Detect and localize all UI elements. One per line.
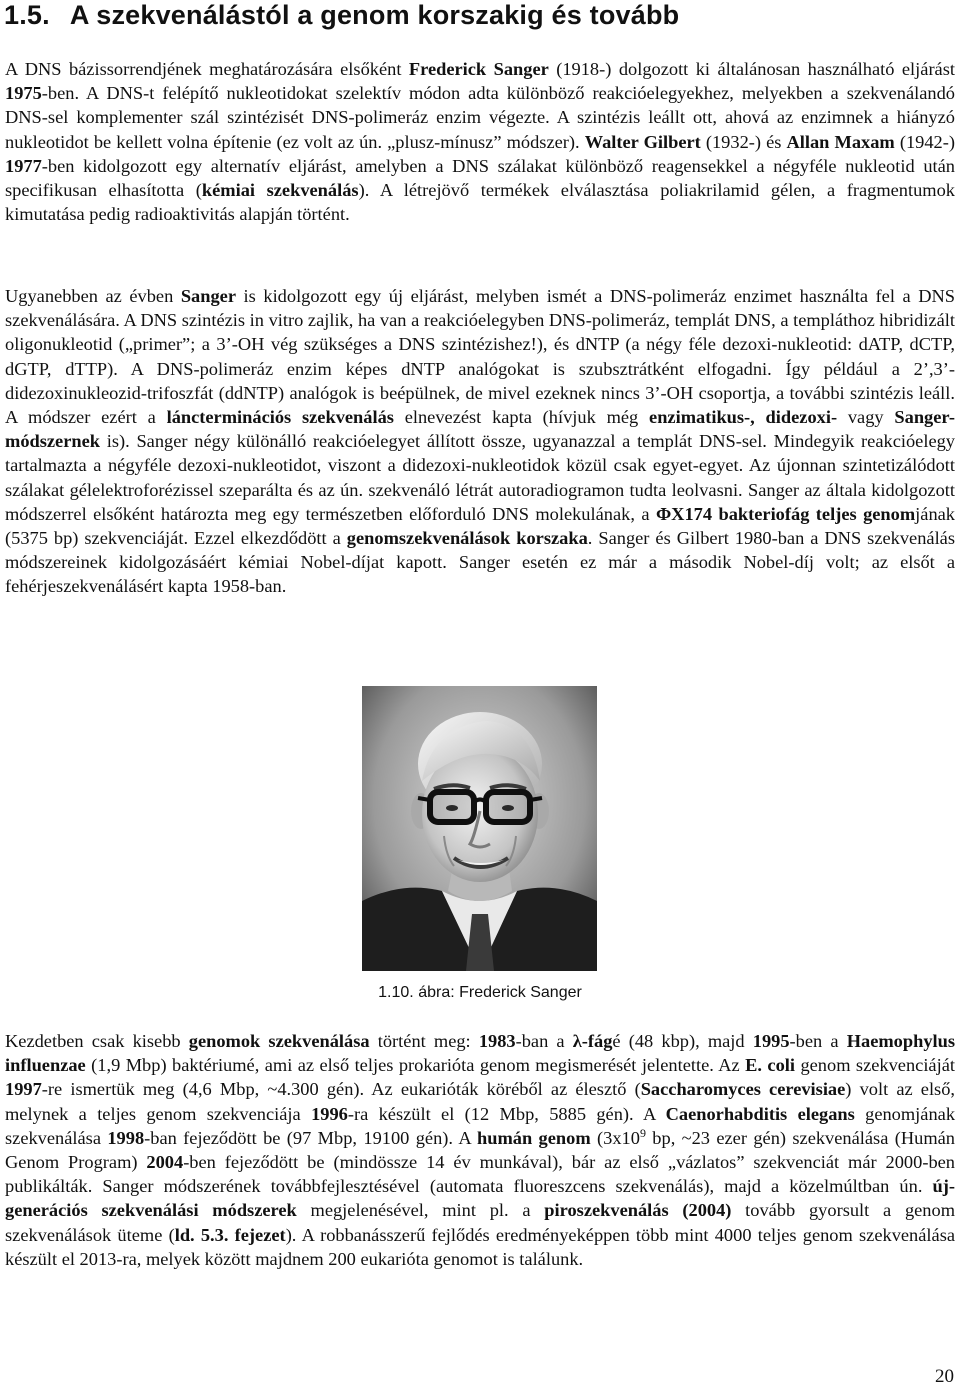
text-run: elnevezést kapta (hívjuk még bbox=[393, 407, 650, 428]
text-run: ). A létrejövő termékek elválasztása poliakrilamid gélen, a fragmentumok kimutatása pedig radioaktivitás alapján történt. bbox=[5, 180, 955, 225]
text-run: é (48 kbp), majd bbox=[612, 1031, 753, 1051]
text-run: -ben. A DNS-t felépítő nukleotidokat szelektív módon adta különböző reakcióelegyekhez, melyekben a szekvenálandó DNS-sel komplementer szál szintézisét DNS-polimeráz enzim végezte. A szintézis leállt ott, ahová az enzimnek a hiányzó nukleotidot be kellett volna építenie (ez volt az ún. „plusz-mínusz” módszer). bbox=[5, 83, 955, 152]
text-run: A DNS bázissorrendjének meghatározására elsőként bbox=[5, 59, 409, 79]
paragraph-genome-era bbox=[5, 1029, 955, 1271]
text-run: is). Sanger négy különálló reakcióelegyet állított össze, ugyanazzal a templát DNS-sel. Mindegyik reakcióelegy tartalmazta a négyféle dezoxi-nukleotidot, viszont a didezoxi-nukleotidok közül csak egyet-egyet. Az újonnan szintetizálódott szálakat gélelektroforézissel szeparálta és az ún. szekvenáló létrát autoradiogramon tudta leolvasni. Sanger az általa kidolgozott módszerrel elsőként határozta meg egy természetben előforduló DNS molekulának, a bbox=[5, 431, 955, 524]
text-run: ) volt az első, melynek a teljes genom szekvenciája bbox=[5, 1079, 956, 1124]
bold-term: genomok szekvenálása bbox=[188, 1031, 370, 1051]
bold-term: Caenorhabditis elegans bbox=[665, 1103, 855, 1124]
bold-term: Walter Gilbert bbox=[584, 131, 701, 152]
text-run: ). A robbanásszerű fejlődés eredményeképpen több mint 4000 teljes genom szekvenálása készült el 2013-ra, melyek között majdnem 200 eukarióta genomot is találunk. bbox=[5, 1224, 956, 1269]
text-run: történt meg: bbox=[369, 1031, 479, 1051]
text-run: -ben a bbox=[789, 1031, 847, 1051]
text-run: jának (5375 bp) szekvenciáját. Ezzel elkezdődött a bbox=[5, 503, 955, 549]
bold-term: Sanger bbox=[180, 286, 237, 306]
text-run: (1932-) és bbox=[700, 131, 787, 152]
frederick-sanger-photo bbox=[362, 686, 597, 971]
bold-term: 1977 bbox=[5, 155, 42, 176]
text-run: genom szekvenciáját bbox=[795, 1055, 955, 1076]
bold-term: Saccharomyces cerevisiae bbox=[640, 1079, 846, 1100]
bold-term: enzimatikus-, didezoxi- bbox=[649, 407, 838, 428]
bold-term: λ-fág bbox=[572, 1031, 613, 1051]
paragraph-sanger-method-history bbox=[5, 57, 955, 226]
section-title: A szekvenálástól a genom korszakig és tovább bbox=[69, 0, 680, 30]
bold-term: 1997 bbox=[5, 1079, 42, 1100]
bold-term: Allan Maxam bbox=[786, 131, 895, 152]
text-run: -ban a bbox=[515, 1031, 573, 1051]
bold-term: ΦX174 bakteriofág teljes genom bbox=[655, 503, 916, 524]
text-run: vagy bbox=[837, 407, 895, 428]
section-number: 1.5. bbox=[4, 0, 50, 30]
bold-term: 1995 bbox=[752, 1031, 790, 1051]
bold-term: E. coli bbox=[745, 1055, 796, 1076]
bold-term: 1975 bbox=[5, 83, 42, 104]
bold-term: 2004 bbox=[146, 1152, 184, 1173]
text-run: (1942-) bbox=[894, 131, 955, 152]
bold-term: kémiai szekvenálás bbox=[201, 180, 359, 201]
text-run: -re ismertük meg (4,6 Mbp, ~4.300 gén). Az eukarióták köréből az élesztő ( bbox=[41, 1079, 641, 1100]
text-run: tovább gyorsult a genom szekvenálások üteme ( bbox=[5, 1200, 955, 1245]
section-heading bbox=[4, 0, 679, 30]
bold-term: 1996 bbox=[311, 1103, 348, 1124]
text-run: -ben kidolgozott egy alternatív eljárást, amelyben a DNS szálakat különböző reagensekkel a négyféle nukleotid után specifikusan elhasította ( bbox=[5, 155, 955, 201]
text-run: Kezdetben csak kisebb bbox=[5, 1031, 189, 1051]
bold-term: genomszekvenálások korszaka bbox=[346, 528, 588, 549]
text-run: (1,9 Mbp) baktériumé, ami az első teljes prokarióta genom megismerését jelentette. Az bbox=[85, 1055, 746, 1076]
text-run: -ban fejeződött be (97 Mbp, 19100 gén). A bbox=[144, 1127, 477, 1148]
figure-caption: 1.10. ábra: Frederick Sanger bbox=[378, 984, 582, 1001]
bold-term: 1983 bbox=[478, 1031, 516, 1051]
text-run: genomjának szekvenálása bbox=[5, 1103, 956, 1148]
text-run: is kidolgozott egy új eljárást, melyben ismét a DNS-polimeráz enzimet használta fel a DNS szekvenálására. A DNS szintézis in vitro zajlik, ha van a reakcióelegyben DNS-polimeráz, templát DNS, a templáthoz hibridizált oligonukleotid („primer”; a 3’-OH vég szükséges a DNS szintézishez!), és dNTP (a négy féle dezoxi-nukleotid: dATP, dCTP, dGTP, dTTP). A DNS-polimeráz enzim képes dNTP analógokat is szubsztrátként elfogadni. Így például a 2’,3’-didezoxinukleozid-trifoszfát (ddNTP) analógok is beépülnek, de mivel ezeknek nincs 3’-OH csoportja, a további szintézis leáll. A módszer ezért a bbox=[5, 286, 955, 428]
bold-term: ld. 5.3. fejezet bbox=[174, 1224, 286, 1245]
text-run: megjelenésével, mint pl. a bbox=[296, 1200, 545, 1221]
page-number: 20 bbox=[935, 1366, 954, 1387]
bold-term: Frederick Sanger bbox=[408, 59, 549, 79]
text-run: . Sanger és Gilbert 1980-ban a DNS szekvenálás módszereinek kidolgozásáért kémiai Nobel-díjat kapott. Sanger esetén ez már a második Nobel-díj volt; az elsőt a fehérjeszekvenálásért kapta 1958-ban. bbox=[5, 528, 955, 597]
text-run bbox=[669, 1200, 683, 1220]
text-run: -ben fejeződött be (mindössze 14 év munkával), bár az első „vázlatos” szekvenciát már 2000-ben publikálták. Sanger módszerének továbbfejlesztésével (automata fluoreszcens szekvenálás), majd a közelmúltban ún. bbox=[5, 1152, 955, 1197]
bold-term: Haemophylus influenzae bbox=[5, 1031, 956, 1076]
bold-term: láncterminációs szekvenálás bbox=[166, 407, 394, 428]
bold-term: piroszekvenálás bbox=[544, 1200, 669, 1221]
text-run: (1918-) dolgozott ki általánosan használható eljárást bbox=[548, 59, 955, 79]
text-run: bp, ~23 ezer gén) szekvenálása (Humán Genom Program) bbox=[5, 1127, 955, 1173]
text-run: -ra készült el (12 Mbp, 5885 gén). A bbox=[347, 1103, 666, 1124]
paragraph-chain-termination bbox=[5, 284, 955, 599]
bold-term: Sanger-módszernek bbox=[5, 407, 956, 452]
text-run: Ugyanebben az évben bbox=[5, 286, 181, 306]
bold-term: humán genom bbox=[476, 1127, 591, 1148]
superscript: 9 bbox=[639, 1125, 646, 1140]
bold-term: új-generációs szekvenálási módszerek bbox=[5, 1176, 955, 1221]
bold-term: 1998 bbox=[107, 1127, 145, 1148]
text-run: (3x10 bbox=[590, 1127, 640, 1148]
bold-term: (2004) bbox=[682, 1200, 732, 1221]
